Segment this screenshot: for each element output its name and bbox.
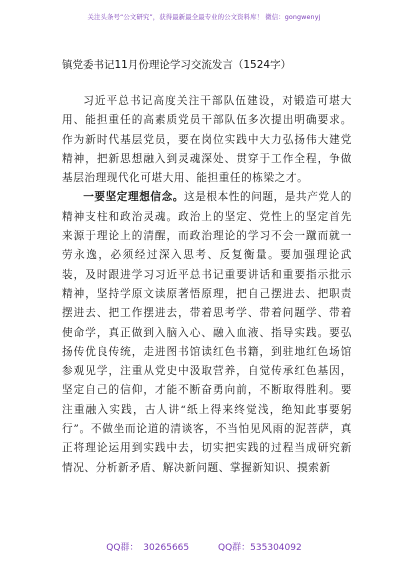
paragraph-intro: 习近平总书记高度关注干部队伍建设，对锻造可堪大用、能担重任的高素质党员干部队伍多次提出明确要求。作为新时代基层党员，要在岗位实践中大力弘扬伟大建党精神，把新思想融入到灵魂深处、贯穿于工作全程，争做基层治理现代化可堪大用、能担重任的栋梁之才。 xyxy=(62,95,352,185)
document-body xyxy=(62,92,352,478)
paragraph-ideals xyxy=(62,188,352,477)
document-title: 镇党委书记11月份理论学习交流发言（1524字） xyxy=(62,59,292,71)
footer-qq-group-1: QQ群： 30265665 xyxy=(106,543,190,553)
paragraph-ideals-text: 这是根本性的问题，是共产党人的精神支柱和政治灵魂。政治上的坚定、党性上的坚定首先来源于理论上的清醒，而政治理论的学习不会一蹴而就一劳永逸，必须经过深入思考、反复衡量。要加强理论武装，及时跟进学习习近平总书记重要讲话和重要指示批示精神，坚持学原文读原著悟原理，把自己摆进去、把职责摆进去、把工作摆进去，带着思考学、带着问题学、带着使命学，真正做到入脑入心、融入血液、指导实践。要弘扬传优良传统，走进图书馆读红色书籍，到驻地红色场馆参观见学，注重从党史中汲取营养，自觉传承红色基因，坚定自己的信仰，才能不断奋勇向前，不断取得胜利。要注重融入实践，古人讲“纸上得来终觉浅，绝知此事要躬行”。不做坐而论道的清谈客，不当怕见风雨的泥菩萨，真正将理论运用到实践中去，切实把实践的过程当成研究新情况、分析新矛盾、解决新问题、掌握新知识、摸索新 xyxy=(62,191,352,474)
footer-qq-group-2: QQ群：535304092 xyxy=(218,543,302,553)
footer-contacts xyxy=(0,540,408,553)
header-banner: 关注头条号“公文研究”，获得最新最全最专业的公文资料库！ 微信：gongwenyj xyxy=(87,13,321,21)
paragraph-lead-heading: 一要坚定理想信念。 xyxy=(83,191,184,204)
